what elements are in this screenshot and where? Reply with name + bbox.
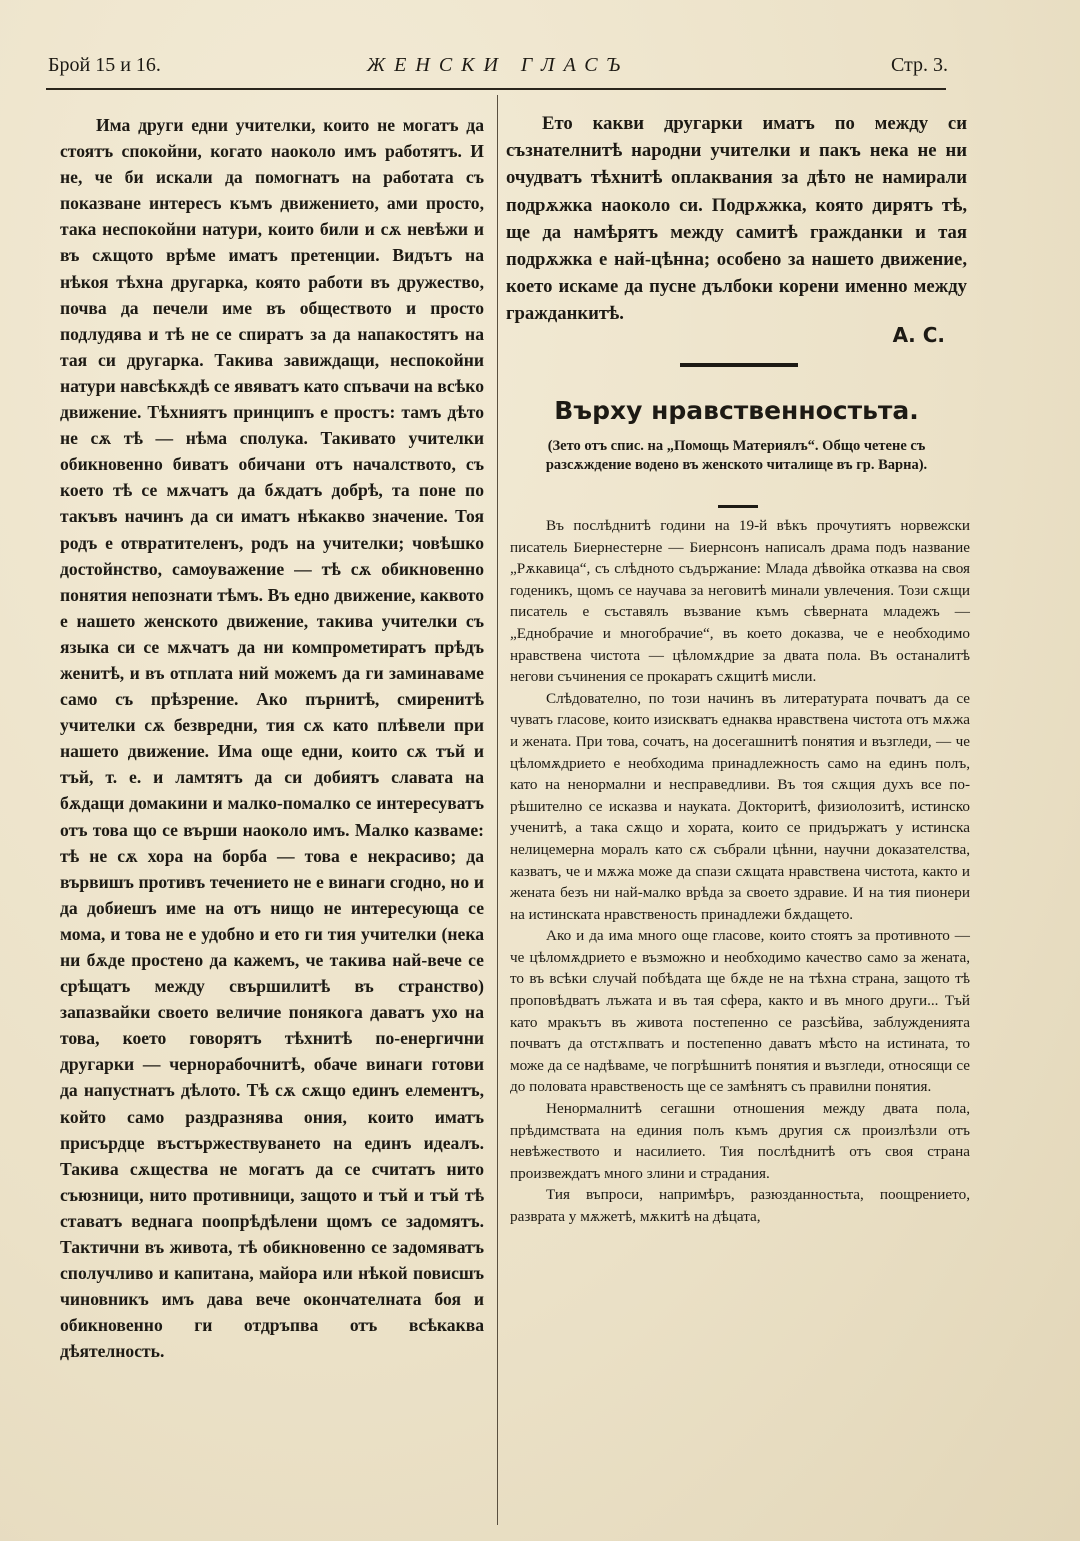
article-body xyxy=(510,515,970,1228)
article-paragraph: Ненормалнитѣ сегашни отношения между двата пола, прѣдимствата на единия полъ къмъ другия сѫ произлѣзли отъ невѣжеството и насилието. Тия послѣднитѣ отъ своя страна произвеждатъ много злини и страдания. xyxy=(510,1100,970,1182)
left-column xyxy=(60,112,484,1365)
closing-paragraph: Ето какви другарки иматъ по между си съзнателнитѣ народни учителки и пакъ нека не ни очудватъ тѣхнитѣ оплаквания за дѣто не намирали подрѫжка наоколо си. Подрѫжка, която дирятъ тѣ, ще да намѣрятъ между самитѣ гражданки и тая подрѫжка е най-цѣнна; особено за нашето движение, което искаме да пусне дълбоки корени именно между гражданкитѣ. xyxy=(506,113,967,325)
newspaper-title: ЖЕНСКИ ГЛАСЪ xyxy=(366,54,630,76)
issue-number: Брой 15 и 16. xyxy=(48,54,161,76)
subtitle-separator xyxy=(718,505,758,508)
article-separator xyxy=(680,363,798,367)
page-number: Стр. 3. xyxy=(890,54,948,76)
article-paragraph: Ако и да има много още гласове, които стоятъ за противното — че цѣломѫдрието е възможно и необходимо качество само за жената, то въ всѣки случай побѣдата ще бѫде не на тѣхна страна, защото тѣ проповѣдватъ лъжата и въ тая сфера, както и въ много други... Тъй като мракътъ въ живота постепенно се разсѣйва, заблужденията почватъ да отстѫпватъ и постепенно даватъ мѣсто на истината, то може да се надѣваме, че погрѣшнитѣ понятия и възгледи, относящи се до половата нравственость ще се замѣнятъ съ правилни понятия. xyxy=(510,927,970,1096)
article-paragraph: Въ послѣднитѣ години на 19-й вѣкъ прочутиятъ норвежски писатель Биернестерне — Биернсонъ написалъ драма подъ название „Рѫкавица“, съ слѣдното съдържание: Млада дѣвойка отказва на своя годеникъ, щомъ се научава за неговитѣ минали увлечения. Този сѫщи писатель е съставялъ възвание къмъ сѣверната младежъ — „Еднобрачие и многобрачие“, въ което доказва, че е необходимо нравствена чистота — цѣломѫдрие за двата пола. Въ останалитѣ негови съчинения се прокаратъ сѫщитѣ мисли. xyxy=(510,517,970,686)
page-header xyxy=(48,54,948,84)
article-title: Върху нравственностьта. xyxy=(554,396,919,425)
article-paragraph: Слѣдователно, по този начинъ въ литературата почватъ да се чуватъ гласове, които изискватъ еднаква нравствена чистота отъ мѫжа и жената. При това, сочатъ, на досегашнитѣ понятия и възгледи, — че цѣломѫдрието е необходима принадлежность само на единъ полъ, като на ненормални и несправедливи. Въ тоя сѫщия духъ все по-рѣшително се исказва и науката. Докторитѣ, физиолозитѣ, истинско ученитѣ, а така сѫщо и хората, които се придържатъ у истинска нелицемерна моралъ като сѫ събрали цѣнни, научни доказателства, казватъ, че и мѫжа може да спази сѫщата нравствена чистота, както и жената безъ ни най-малко врѣда за своето здравие. И на тия пионери на истинската нравственость принадлежи бѫдащето. xyxy=(510,689,970,923)
column-divider xyxy=(497,95,498,1525)
left-column-text: Има други едни учителки, които не могатъ да стоятъ спокойни, когато наоколо имъ работятъ. И не, че би искали да помогнатъ на работата съ показване интересъ къмъ движението, ами просто, така неспокойни натури, които били и сѫ невѣжи и въ сѫщото врѣме иматъ претенции. Видътъ на нѣкоя тѣхна другарка, която работи въ дружество, почва да печели име въ обществото и просто подлудява и тѣ не се спиратъ за да напакостятъ на тая си другарка. Такива завиждащи, неспокойни натури навсѣкѫдѣ се явяватъ като спъвачи на всѣко движение. Тѣхниятъ принципъ е простъ: тамъ дѣто не сѫ тѣ — нѣма сполука. Такивато учителки обикновенно биватъ обичани отъ началството, съ което тѣ се мѫчатъ да бѫдатъ добрѣ, та поне по такъвъ начинъ да си иматъ нѣкакво значение. Тоя родъ е отвратителенъ, родъ на учителки; човѣшко достойнство, самоуважение — тѣ сѫ обикновенно понятия непознати тѣмъ. Въ едно движение, каквото е нашето женското движение, такива учителки съ языка си се мѫчатъ да ни компрометиратъ прѣдъ женитѣ, и въ отплата ний можемъ да ги заминаваме само съ прѣзрение. Ако пърнитѣ, смиренитѣ учителки сѫ безвредни, тия сѫ като плѣвели при нашето движение. Има още едни, които сѫ тъй и тъй, т. е. и ламтятъ да си добиятъ славата на бѫдащи домакини и малко-помалко се интересуватъ отъ това що се върши наоколо имъ. Малко казваме: тѣ не сѫ хора на борба — това е некрасиво; да вървишъ противъ течението не е винаги сгодно, но и да добиешъ име на отъ нищо не интересующа се мома, и това не е удобно и ето ги тия учителки (нека ни бѫде простено да кажемъ, че такива най-вече се срѣщатъ между свършилитѣ въ странство) запазвайки своето величие понякога даватъ ухо на това, което говорятъ тѣхнитѣ по-енергични другарки — чернорабочнитѣ, обаче винаги готови да напустнатъ дѣлото. Тѣ сѫ сѫщо единъ елементъ, който само раздразнява ония, които иматъ присърдце въстържествуването на единъ идеалъ. Такива сѫщества не могатъ да се считатъ нито съюзници, нито противници, защото и тъй и тъй тѣ ставатъ веднага поопрѣдѣлени щомъ се задомятъ. Тактични въ живота, тѣ обикновенно се задомяватъ сполучливо и капитана, майора или нѣкой повисшъ чиновникъ имъ дава вече окончателната боя и обикновенно ги отдръпва отъ всѣкаква дѣятелность. xyxy=(60,115,484,1362)
author-signature: А. С. xyxy=(892,322,945,347)
right-column-top xyxy=(506,110,967,349)
header-rule xyxy=(46,88,946,90)
article-paragraph: Тия въпроси, напримѣръ, разюзданностьта, поощрението, разврата у мѫжетѣ, мѫкитѣ на дѣцата, xyxy=(510,1186,970,1225)
article-subtitle: (Зето отъ спис. на „Помощь Материялъ“. Общо четене съ разсѫждение водено въ женското читалище въ гр. Варна). xyxy=(545,438,928,473)
